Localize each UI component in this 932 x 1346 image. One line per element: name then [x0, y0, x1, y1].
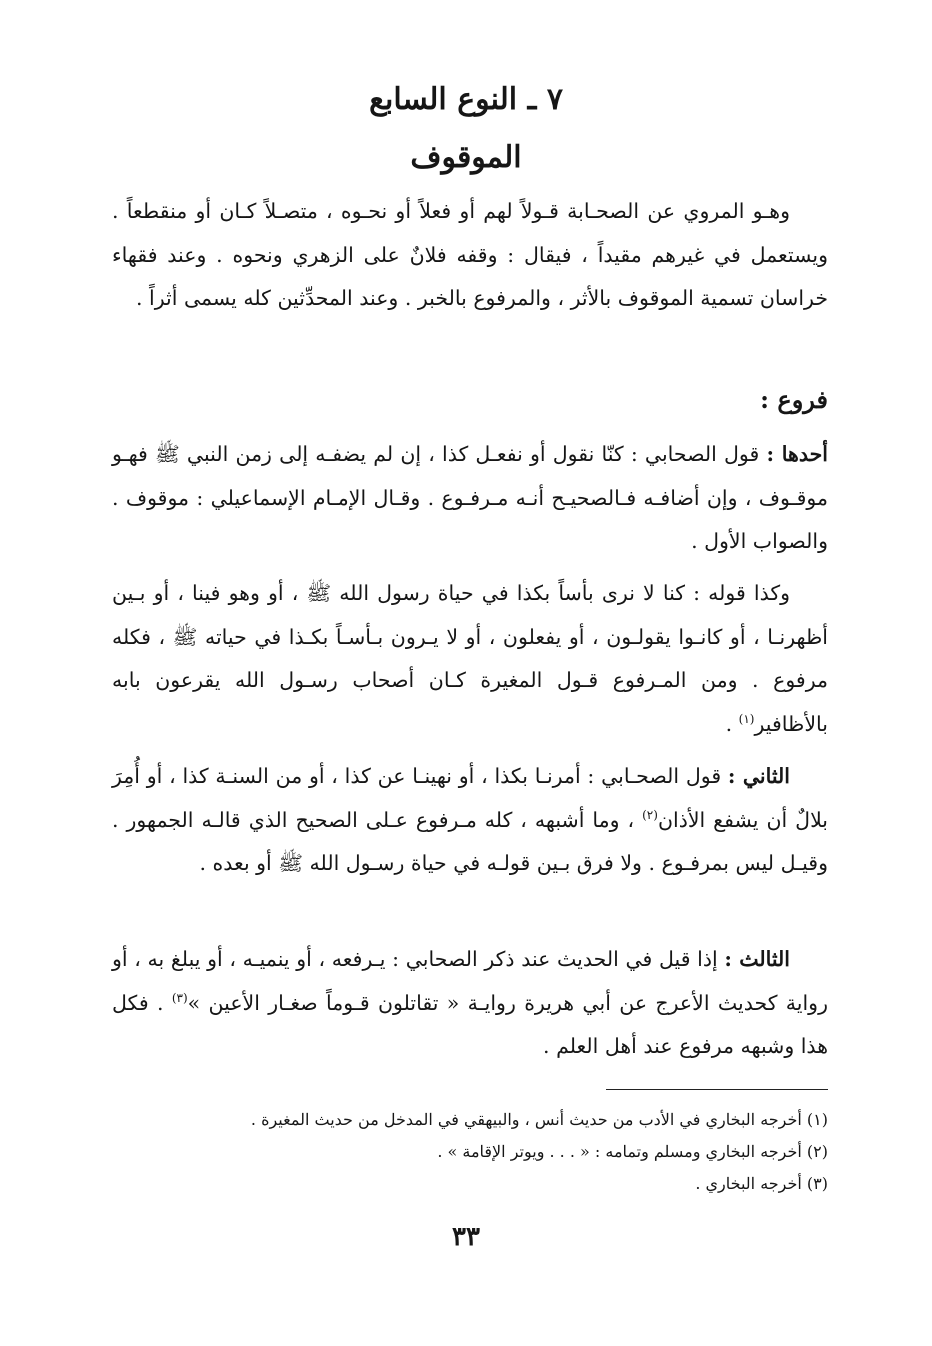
- chapter-subtitle: الموقوف: [410, 140, 522, 175]
- branch-third-paragraph: [112, 938, 828, 1069]
- branch-third-text-2: . فكل هذا وشبهه مرفوع عند أهل العلم .: [112, 990, 828, 1058]
- footnote-item: (٣) أخرجه البخاري .: [695, 1174, 828, 1193]
- branch-second-paragraph: [112, 755, 828, 886]
- footnote-ref-3[interactable]: (٣): [171, 990, 188, 1005]
- footnote-ref-1[interactable]: (١): [738, 711, 755, 726]
- branch-first-continuation: [112, 572, 828, 746]
- continuation-end: .: [725, 711, 739, 736]
- page-number: ٣٣: [452, 1222, 480, 1252]
- branch-second-text-1: قول الصحـابي : أمرنـا بكذا ، أو نهينـا عن كذا ، أو من السنـة كذا ، أو أُمِرَ بلالٌ أن يشفع الأذان: [112, 764, 829, 832]
- continuation-text: وكذا قوله : كنا لا نرى بأساً بكذا في حياة رسول الله ﷺ ، أو وهو فينا ، أو بـين أظهرنـا ، أو كانـوا يقولـون ، أو يفعلون ، أو لا يـرون بـأسـاً بكـذا في حياته ﷺ ، فكله مرفوع . ومن المـرفوع قـول المغيرة كـان أصحاب رسـول الله يقرعون بابه بالأظافير: [112, 581, 828, 736]
- footnotes-list: [112, 1104, 828, 1200]
- branch-first-lead: أحدها :: [766, 442, 828, 466]
- footnote-item: (٢) أخرجه البخاري ومسلم وتمامه : « . . . ويوتر الإقامة » .: [437, 1142, 828, 1161]
- section-heading: فروع :: [760, 385, 828, 414]
- footnote-item: (١) أخرجه البخاري في الأدب من حديث أنس ، والبيهقي في المدخل من حديث المغيرة .: [250, 1110, 828, 1129]
- branch-third-lead: الثالث :: [724, 947, 790, 971]
- footnote-ref-2[interactable]: (٢): [642, 807, 658, 822]
- branch-third-text-1: إذا قيل في الحديث عند ذكر الصحابي : يـرفعه ، أو ينميـه ، أو يبلغ به ، أو رواية كحديث الأعرج عن أبي هريرة روايـة « تقاتلون قـوماً صغـار الأعين »: [112, 947, 828, 1015]
- branch-second-text-2: ، وما أشبهه ، كله مـرفوع عـلى الصحيح الذي قالـه الجمهور . وقيـل ليس بمرفـوع . ولا فرق بـين قولـه في حياة رسـول الله ﷺ أو بعده .: [112, 807, 828, 875]
- branch-second-lead: الثاني :: [727, 764, 790, 788]
- intro-paragraph: وهـو المروي عن الصحـابة قـولاً لهم أو فعلاً أو نحـوه ، متصـلاً كـان أو منقطعاً . ويستعمل في غيرهم مقيداً ، فيقال : وقفه فلانٌ على الزهري ونحوه . وعند فقهاء خراسان تسمية الموقوف بالأثر ، والمرفوع بالخبر . وعند المحدِّثين كله يسمى أثراً .: [112, 199, 828, 310]
- branch-first-text: قول الصحابي : كنّا نقول أو نفعـل كذا ، إن لم يضفـه إلى زمن النبي ﷺ فهـو موقـوف ، وإن أضافـه فـالصحيـح أنـه مـرفـوع . وقـال الإمـام الإسماعيلي : موقوف . والصواب الأول .: [112, 442, 828, 553]
- footnote-divider: [606, 1089, 828, 1090]
- branch-first-paragraph: [112, 433, 828, 564]
- chapter-title: ٧ ـ النوع السابع: [369, 82, 563, 117]
